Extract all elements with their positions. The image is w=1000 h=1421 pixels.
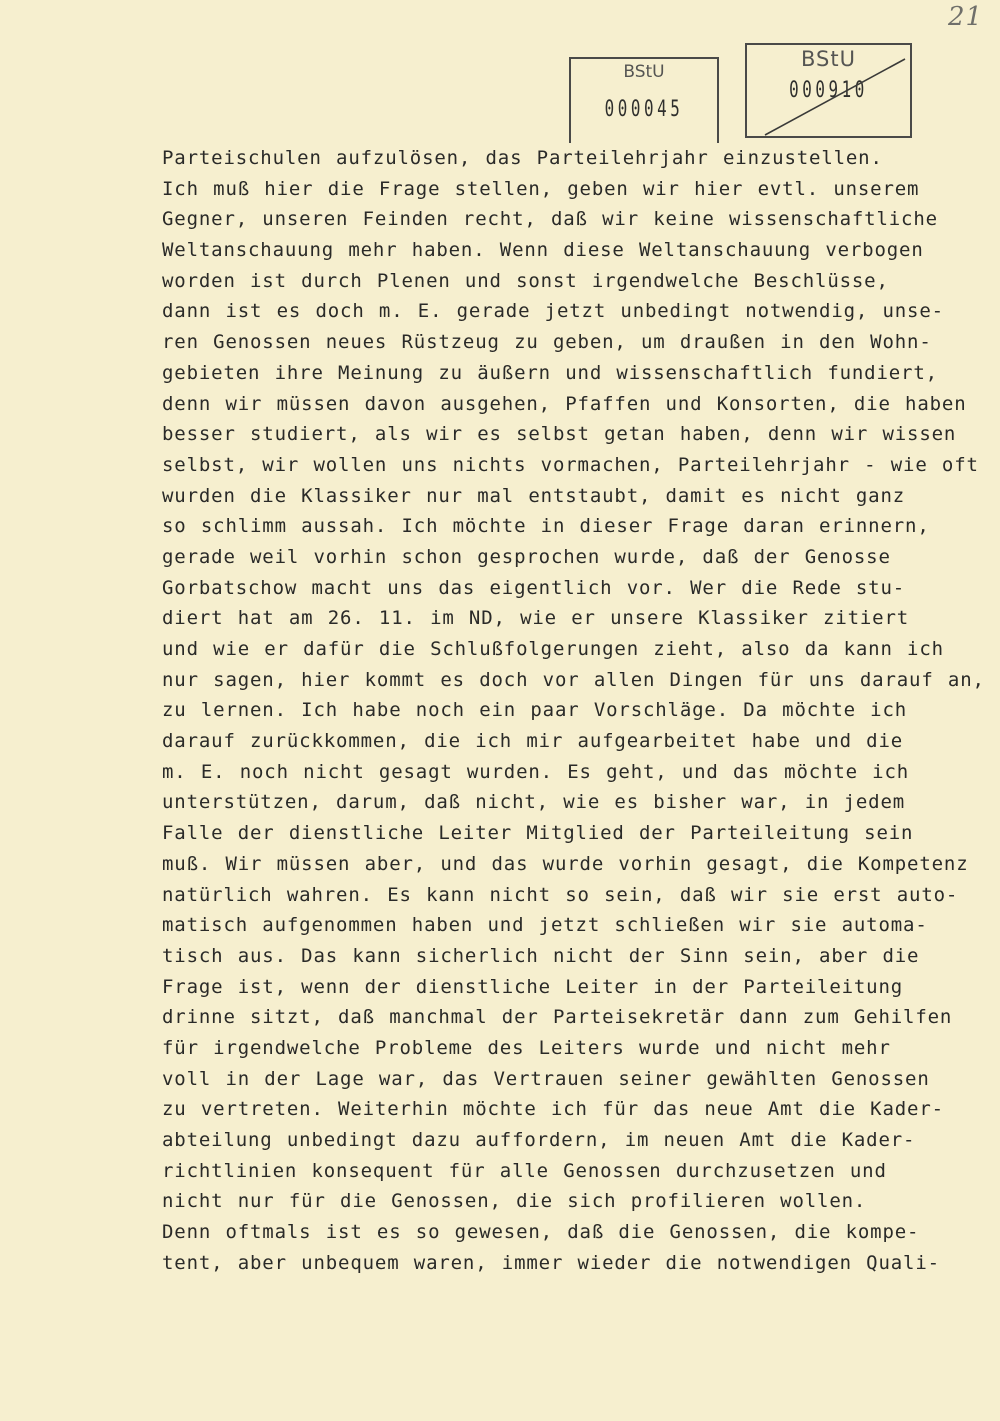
archive-stamp-cancelled — [745, 43, 912, 138]
text-line: ren Genossen neues Rüstzeug zu geben, um draußen in den Wohn- — [162, 331, 932, 354]
text-line: denn wir müssen davon ausgehen, Pfaffen und Konsorten, die haben — [162, 392, 967, 415]
text-line: tisch aus. Das kann sicherlich nicht der Sinn sein, aber die — [162, 944, 920, 967]
text-line: Ich muß hier die Frage stellen, geben wir hier evtl. unserem — [162, 177, 920, 200]
stamp-number: 000045 — [604, 97, 684, 122]
text-line: dann ist es doch m. E. gerade jetzt unbedingt notwendig, unse- — [162, 300, 944, 323]
text-line: Gegner, unseren Feinden recht, daß wir keine wissenschaftliche — [162, 208, 938, 231]
text-line: Parteischulen aufzulösen, das Parteilehrjahr einzustellen. — [162, 147, 883, 169]
text-line: voll in der Lage war, das Vertrauen seiner gewählten Genossen — [162, 1067, 930, 1090]
typed-transcript-body — [162, 143, 985, 1278]
text-line: für irgendwelche Probleme des Leiters wurde und nicht mehr — [162, 1036, 891, 1059]
text-line: besser studiert, als wir es selbst getan haben, denn wir wissen — [162, 423, 957, 446]
text-line: diert hat am 26. 11. im ND, wie er unsere Klassiker zitiert — [162, 607, 910, 630]
text-line: Weltanschauung mehr haben. Wenn diese Weltanschauung verbogen — [162, 239, 924, 262]
text-line: so schlimm aussah. Ich möchte in dieser Frage daran erinnern, — [162, 515, 930, 538]
text-line: nur sagen, hier kommt es doch vor allen Dingen für uns darauf an, — [162, 668, 985, 691]
text-line: abteilung unbedingt dazu auffordern, im neuen Amt die Kader- — [162, 1129, 916, 1151]
stamp-corner-mark-right — [717, 131, 719, 143]
text-line: matisch aufgenommen haben und jetzt schließen wir sie automa- — [162, 914, 928, 937]
text-line: unterstützen, darum, daß nicht, wie es bisher war, in jedem — [162, 791, 906, 814]
text-line: muß. Wir müssen aber, und das wurde vorhin gesagt, die Kompetenz — [162, 852, 969, 875]
handwritten-page-number: 21 — [948, 2, 984, 32]
text-line: m. E. noch nicht gesagt wurden. Es geht, und das möchte ich — [162, 760, 910, 783]
strikethrough-line — [747, 45, 910, 136]
text-line: tent, aber unbequem waren, immer wieder die notwendigen Quali- — [162, 1251, 940, 1274]
stamp-corner-mark-left — [569, 131, 571, 143]
stamp-label: BStU — [801, 47, 856, 71]
text-line: Frage ist, wenn der dienstliche Leiter in der Parteileitung — [162, 975, 904, 998]
stamp-number: 000910 — [789, 78, 868, 103]
text-line: richtlinien konsequent für alle Genossen durchzusetzen und — [162, 1159, 887, 1182]
text-line: gebieten ihre Meinung zu äußern und wissenschaftlich fundiert, — [162, 361, 938, 384]
text-line: zu vertreten. Weiterhin möchte ich für das neue Amt die Kader- — [162, 1098, 944, 1121]
text-line: darauf zurückkommen, die ich mir aufgearbeitet habe und die — [162, 730, 904, 753]
text-line: Denn oftmals ist es so gewesen, daß die Genossen, die kompe- — [162, 1221, 920, 1244]
text-line: Gorbatschow macht uns das eigentlich vor. Wer die Rede stu- — [162, 576, 906, 599]
text-line: drinne sitzt, daß manchmal der Parteisekretär dann zum Gehilfen — [162, 1006, 953, 1029]
text-line: Falle der dienstliche Leiter Mitglied der Parteileitung sein — [162, 822, 914, 845]
text-line: gerade weil vorhin schon gesprochen wurde, daß der Genosse — [162, 545, 891, 568]
text-line: worden ist durch Plenen und sonst irgendwelche Beschlüsse, — [162, 269, 889, 292]
stamp-label: BStU — [623, 62, 665, 82]
text-line: zu lernen. Ich habe noch ein paar Vorschläge. Da möchte ich — [162, 699, 908, 722]
archive-stamp-primary — [569, 57, 719, 131]
text-line: wurden die Klassiker nur mal entstaubt, damit es nicht ganz — [162, 484, 906, 507]
text-line: nicht nur für die Genossen, die sich profilieren wollen. — [162, 1190, 867, 1213]
text-line: selbst, wir wollen uns nichts vormachen, Parteilehrjahr - wie oft — [162, 453, 979, 476]
text-line: und wie er dafür die Schlußfolgerungen zieht, also da kann ich — [162, 638, 944, 660]
text-line: natürlich wahren. Es kann nicht so sein, daß wir sie erst auto- — [162, 883, 959, 906]
